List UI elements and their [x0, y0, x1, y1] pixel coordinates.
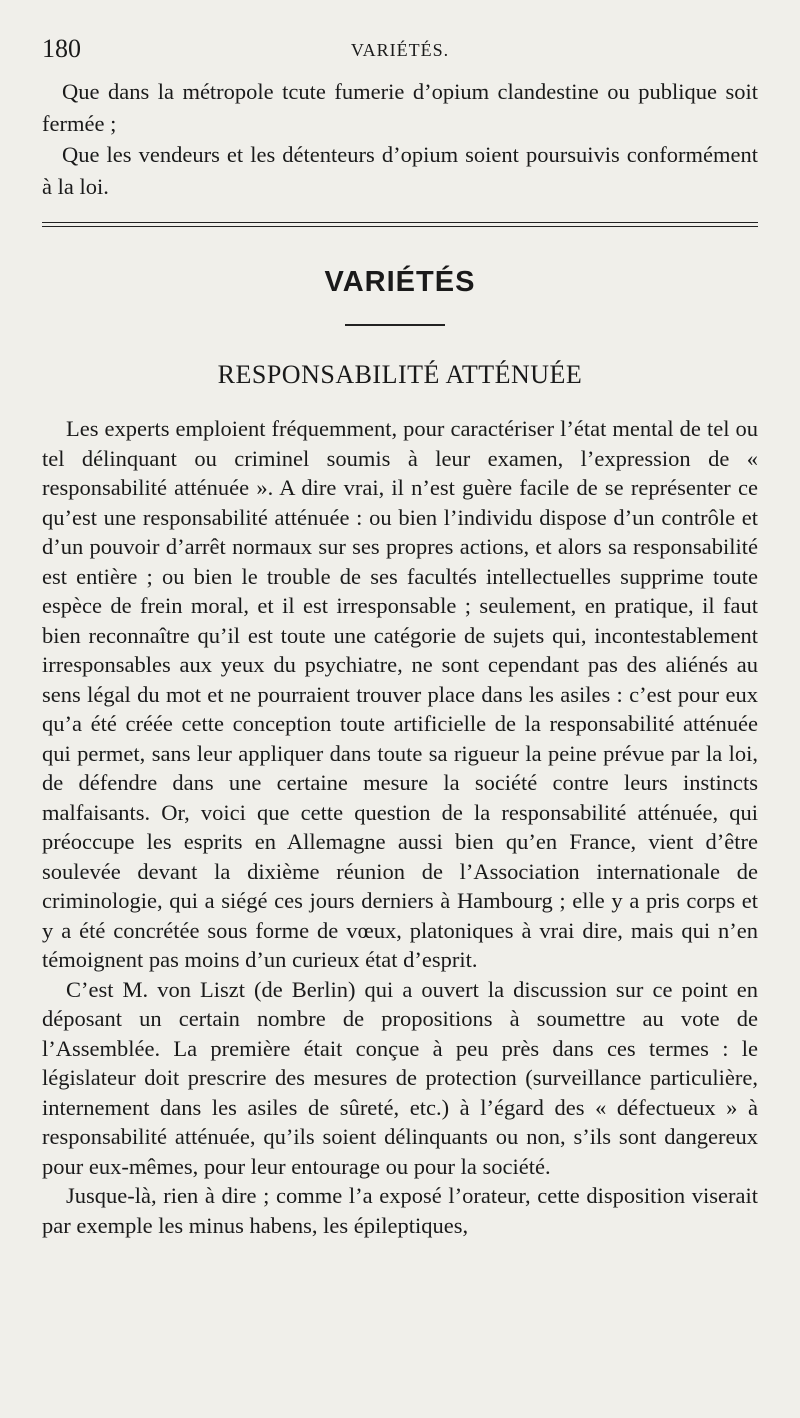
- list-item: Que les vendeurs et les détenteurs d’opium soient poursuivis conformément à la loi.: [42, 142, 758, 199]
- previous-article-tail: [42, 76, 758, 202]
- divider: [42, 226, 758, 227]
- section-title: VARIÉTÉS: [324, 266, 476, 298]
- list-item: Que dans la métropole tcute fumerie d’opium clandestine ou publique soit fermée ;: [42, 79, 758, 136]
- page-number: 180: [42, 34, 81, 63]
- running-title: VARIÉTÉS.: [350, 40, 450, 60]
- divider: [42, 222, 758, 223]
- article-body: [42, 414, 758, 1240]
- paragraph: Jusque-là, rien à dire ; comme l’a exposé l’orateur, cette disposition viserait par exemple les minus habens, les épileptiques,: [42, 1183, 758, 1238]
- paragraph: Les experts emploient fréquemment, pour caractériser l’état mental de tel ou tel délinquant ou criminel soumis à leur examen, l’expression de « responsabilité atténuée ». A dire vrai, il n’est guère facile de se représenter ce qu’est une responsabilité atténuée : ou bien l’individu dispose d’un contrôle et d’un pouvoir d’arrêt normaux sur ses propres actions, et alors sa responsabilité est entière ; ou bien le trouble de ses facultés intellectuelles supprime toute espèce de frein moral, et il est irresponsable ; seulement, en pratique, il faut bien reconnaître qu’il est toute une catégorie de sujets qui, incontestablement irresponsables aux yeux du psychiatre, ne sont cependant pas des aliénés au sens légal du mot et ne pourraient trouver place dans les asiles : c’est pour eux qu’a été créée cette conception toute artificielle de la responsabilité atténuée qui permet, sans leur appliquer dans toute sa rigueur la peine prévue par la loi, de défendre dans une certaine mesure la société contre leurs instincts malfaisants. Or, voici que cette question de la responsabilité atténuée, qui préoccupe les esprits en Allemagne aussi bien qu’en France, vient d’être soulevée devant la dixième réunion de l’Association internationale de criminologie, qui a siégé ces jours derniers à Hambourg ; elle y a pris corps et y a été concrétée sous forme de vœux, platoniques à vrai dire, mais qui n’en témoignent pas moins d’un curieux état d’esprit.: [42, 416, 758, 972]
- running-head: [28, 34, 772, 64]
- title-underline: [345, 324, 445, 326]
- paragraph: C’est M. von Liszt (de Berlin) qui a ouvert la discussion sur ce point en déposant un certain nombre de propositions à soumettre au vote de l’Assemblée. La première était conçue à peu près dans ces termes : le législateur doit prescrire des mesures de protection (surveillance particulière, internement dans les asiles de sûreté, etc.) à l’égard des « défectueux » à responsabilité atténuée, qu’ils soient délinquants ou non, s’ils sont dangereux pour eux-mêmes, pour leur entourage ou pour la société.: [42, 976, 758, 1179]
- article-title: RESPONSABILITÉ ATTÉNUÉE: [217, 360, 583, 389]
